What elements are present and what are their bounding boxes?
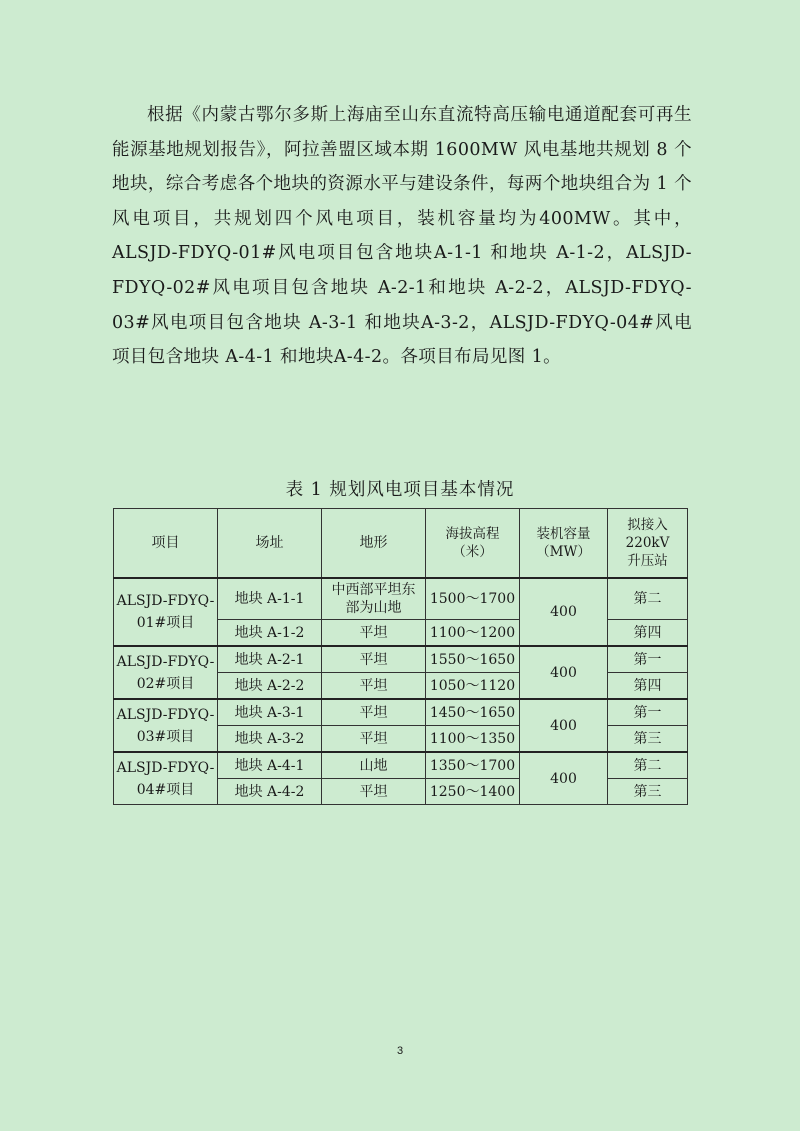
substation-cell: 第二 (608, 578, 688, 620)
header-capacity (520, 509, 608, 579)
capacity-cell: 400 (520, 578, 608, 646)
capacity-cell: 400 (520, 752, 608, 805)
header-site: 场址 (218, 509, 322, 579)
altitude-cell: 1050～1120 (426, 673, 520, 700)
capacity-cell: 400 (520, 646, 608, 699)
table-row (114, 578, 688, 620)
project-cell: ALSJD-FDYQ-03#项目 (114, 699, 218, 752)
project-cell: ALSJD-FDYQ-01#项目 (114, 578, 218, 646)
site-cell: 地块 A-3-1 (218, 699, 322, 726)
altitude-cell: 1350～1700 (426, 752, 520, 779)
altitude-cell: 1550～1650 (426, 646, 520, 673)
header-altitude (426, 509, 520, 579)
site-cell: 地块 A-2-1 (218, 646, 322, 673)
terrain-cell: 平坦 (322, 779, 426, 805)
site-cell: 地块 A-1-1 (218, 578, 322, 620)
site-cell: 地块 A-4-1 (218, 752, 322, 779)
terrain-cell: 山地 (322, 752, 426, 779)
header-substation-text: 拟接入220kV升压站 (625, 517, 670, 569)
header-capacity-text: 装机容量（MW） (536, 526, 591, 560)
terrain-cell: 平坦 (322, 673, 426, 700)
altitude-cell: 1500～1700 (426, 578, 520, 620)
header-altitude-text: 海拔高程（米） (445, 526, 500, 560)
header-project: 项目 (114, 509, 218, 579)
table-row (114, 752, 688, 779)
substation-cell: 第一 (608, 646, 688, 673)
table-row (114, 699, 688, 726)
site-cell: 地块 A-1-2 (218, 620, 322, 647)
substation-cell: 第二 (608, 752, 688, 779)
table-caption: 表 1 规划风电项目基本情况 (285, 480, 515, 500)
altitude-cell: 1450～1650 (426, 699, 520, 726)
altitude-cell: 1100～1350 (426, 726, 520, 753)
capacity-cell: 400 (520, 699, 608, 752)
terrain-cell: 平坦 (322, 699, 426, 726)
substation-cell: 第四 (608, 620, 688, 647)
altitude-cell: 1100～1200 (426, 620, 520, 647)
project-cell: ALSJD-FDYQ-04#项目 (114, 752, 218, 805)
project-table (113, 508, 688, 805)
terrain-cell: 平坦 (322, 726, 426, 753)
header-substation (608, 509, 688, 579)
site-cell: 地块 A-4-2 (218, 779, 322, 805)
substation-cell: 第三 (608, 779, 688, 805)
site-cell: 地块 A-3-2 (218, 726, 322, 753)
project-cell: ALSJD-FDYQ-02#项目 (114, 646, 218, 699)
site-cell: 地块 A-2-2 (218, 673, 322, 700)
page-number: 3 (396, 1045, 404, 1057)
altitude-cell: 1250～1400 (426, 779, 520, 805)
substation-cell: 第三 (608, 726, 688, 753)
substation-cell: 第一 (608, 699, 688, 726)
substation-cell: 第四 (608, 673, 688, 700)
table-header-row (114, 509, 688, 579)
terrain-cell: 平坦 (322, 620, 426, 647)
header-terrain: 地形 (322, 509, 426, 579)
body-paragraph: 根据《内蒙古鄂尔多斯上海庙至山东直流特高压输电通道配套可再生能源基地规划报告》，阿拉善盟区域本期 1600MW 风电基地共规划 8 个地块，综合考虑各个地块的资源水平与建设条件，每两个地块组合为 1 个风电项目，共规划四个风电项目，装机容量均为400MW。其中，ALSJD-FDYQ-01#风电项目包含地块A-1-1 和地块 A-1-2，ALSJD-FDYQ-02#风电项目包含地块 A-2-1和地块 A-2-2，ALSJD-FDYQ-03#风电项目包含地块 A-3-1 和地块A-3-2，ALSJD-FDYQ-04#风电项目包含地块 A-4-1 和地块A-4-2。各项目布局见图 1。 (112, 105, 692, 368)
terrain-cell: 平坦 (322, 646, 426, 673)
table-row (114, 646, 688, 673)
terrain-cell: 中西部平坦东部为山地 (322, 578, 426, 620)
